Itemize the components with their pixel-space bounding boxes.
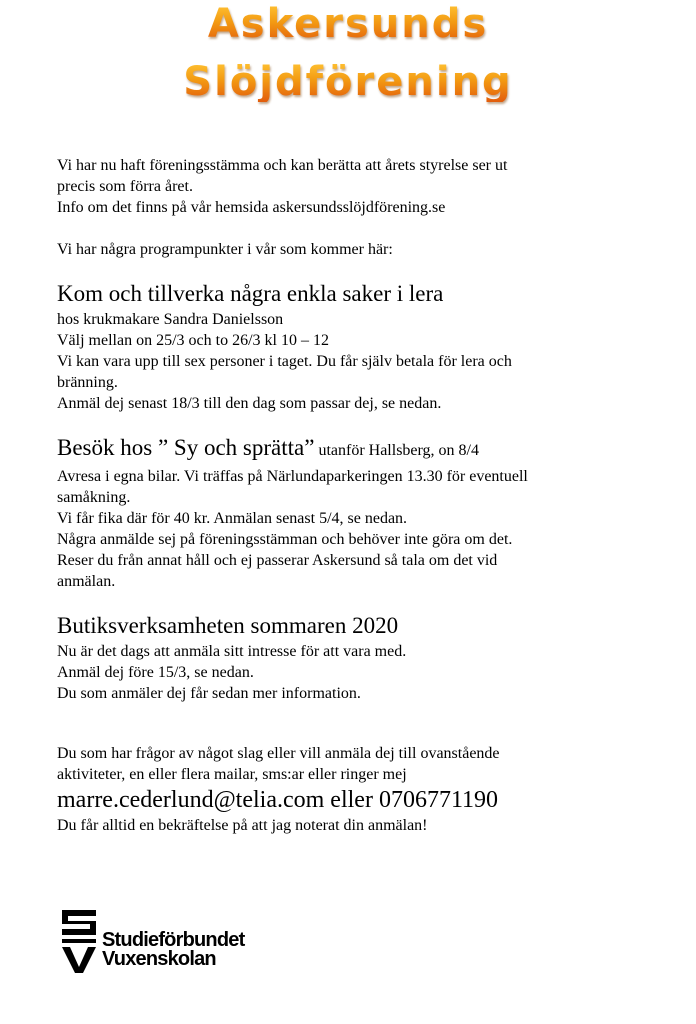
intro-line: Vi har nu haft föreningsstämma och kan berätta att årets styrelse ser ut [57,157,508,174]
section-heading: Kom och tillverka några enkla saker i lera [57,281,444,306]
section-shop [57,611,657,704]
vuxenskolan-logo [60,907,300,977]
confirmation-note: Du får alltid en bekräftelse på att jag noterat din anmälan! [57,817,428,834]
section-line: Avresa i egna bilar. Vi träffas på Närlundaparkeringen 13.30 för eventuell [57,468,528,485]
section-line: Välj mellan on 25/3 och to 26/3 kl 10 – 12 [57,332,329,349]
section-line: Nu är det dags att anmäla sitt intresse för att vara med. [57,643,407,660]
section-line: bränning. [57,374,118,391]
section-line: Anmäl dej före 15/3, se nedan. [57,664,254,681]
logo-line-1: Studieförbundet [102,929,245,951]
title-line-1: Askersunds [0,4,696,44]
section-line: Anmäl dej senast 18/3 till den dag som passar dej, se nedan. [57,395,442,412]
intro-line: precis som förra året. [57,178,193,195]
logo-text [102,931,244,969]
section-line: Vi får fika där för 40 kr. Anmälan senast 5/4, se nedan. [57,510,408,527]
section-heading [57,433,657,466]
document-body [57,155,657,836]
section-line: anmälan. [57,573,116,590]
section-line: Vi kan vara upp till sex personer i taget. Du får själv betala för lera och [57,353,512,370]
title-line-2: Slöjdförening [0,62,696,102]
program-lead: Vi har några programpunkter i vår som kommer här: [57,241,393,258]
section-pottery [57,279,657,414]
intro-section [57,155,657,260]
section-line: hos krukmakare Sandra Danielsson [57,311,284,328]
logo-mark-icon [60,907,100,975]
section-heading-suffix: utanför Hallsberg, on 8/4 [314,442,479,459]
contact-line: Du som har frågor av något slag eller vill anmäla dej till ovanstående [57,745,500,762]
contact-line: aktiviteter, en eller flera mailar, sms:ar eller ringer mej [57,766,407,783]
section-heading-main: Besök hos ” Sy och sprätta” [57,435,315,460]
intro-line: Info om det finns på vår hemsida askersundsslöjdförening.se [57,199,446,216]
section-visit [57,433,657,592]
section-line: Några anmälde sej på föreningsstämman och behöver inte göra om det. [57,531,513,548]
section-heading: Butiksverksamheten sommaren 2020 [57,613,399,638]
logo-line-2: Vuxenskolan [102,948,216,970]
contact-section [57,743,657,836]
section-line: Reser du från annat håll och ej passerar Askersund så tala om det vid [57,552,498,569]
section-line: samåkning. [57,489,131,506]
section-line: Du som anmäler dej får sedan mer information. [57,685,361,702]
contact-details: marre.cederlund@telia.com eller 0706771190 [57,787,499,813]
